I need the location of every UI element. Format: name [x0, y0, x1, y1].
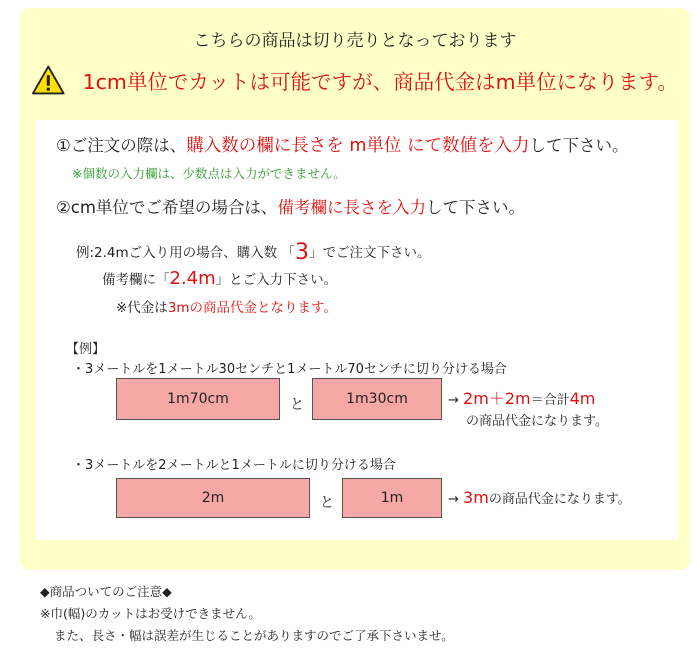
caution-heading: ◆商品ついてのご注意◆: [40, 584, 172, 599]
case-1-result: → 2m＋2m＝合計4m: [448, 389, 596, 408]
example-line-3: ※代金は3mの商品代金となります。: [116, 300, 337, 316]
example-line-1: 例:2.4mご入り用の場合、購入数 「3」でご注文下さい。: [76, 240, 431, 265]
and-label: と: [320, 495, 334, 511]
cut-piece-1m70cm: 1m70cm: [116, 378, 280, 420]
page-title: こちらの商品は切り売りとなっております: [193, 31, 517, 51]
instruction-line-2: ②cm単位でご希望の場合は、備考欄に長さを入力して下さい。: [56, 198, 525, 217]
cut-piece-1m30cm: 1m30cm: [312, 378, 442, 420]
and-label: と: [290, 397, 304, 413]
cut-piece-2m: 2m: [116, 478, 310, 518]
example-heading: 【例】: [66, 342, 106, 357]
decimal-note: ※個数の入力欄は、少数点は入力ができません。: [72, 166, 346, 181]
case-2-title: ・3メートルを2メートルと1メートルに切り分ける場合: [72, 458, 396, 473]
case-1-title: ・3メートルを1メートル30センチと1メートル70センチに切り分ける場合: [72, 362, 507, 377]
caution-note-2: また、長さ・幅は誤差が生じることがありますのでご了承下さいませ。: [54, 628, 454, 643]
instruction-line-1: ①ご注文の際は、購入数の欄に長さを m単位 にて数値を入力して下さい。: [56, 136, 629, 156]
example-line-2: 備考欄に「2.4m」とご入力下さい。: [102, 268, 338, 289]
warning-row: [32, 60, 678, 100]
case-2-result: → 3mの商品代金になります。: [448, 488, 631, 507]
warning-text: 1cm単位でカットは可能ですが、商品代金はm単位になります。: [82, 70, 678, 94]
warning-icon: [32, 64, 65, 96]
case-1-result-tail: の商品代金になります。: [466, 414, 608, 429]
instruction-card: [36, 120, 678, 540]
notice-panel: [20, 8, 690, 570]
cut-piece-1m: 1m: [342, 478, 442, 518]
caution-note-1: ※巾(幅)のカットはお受けできません。: [40, 606, 261, 621]
